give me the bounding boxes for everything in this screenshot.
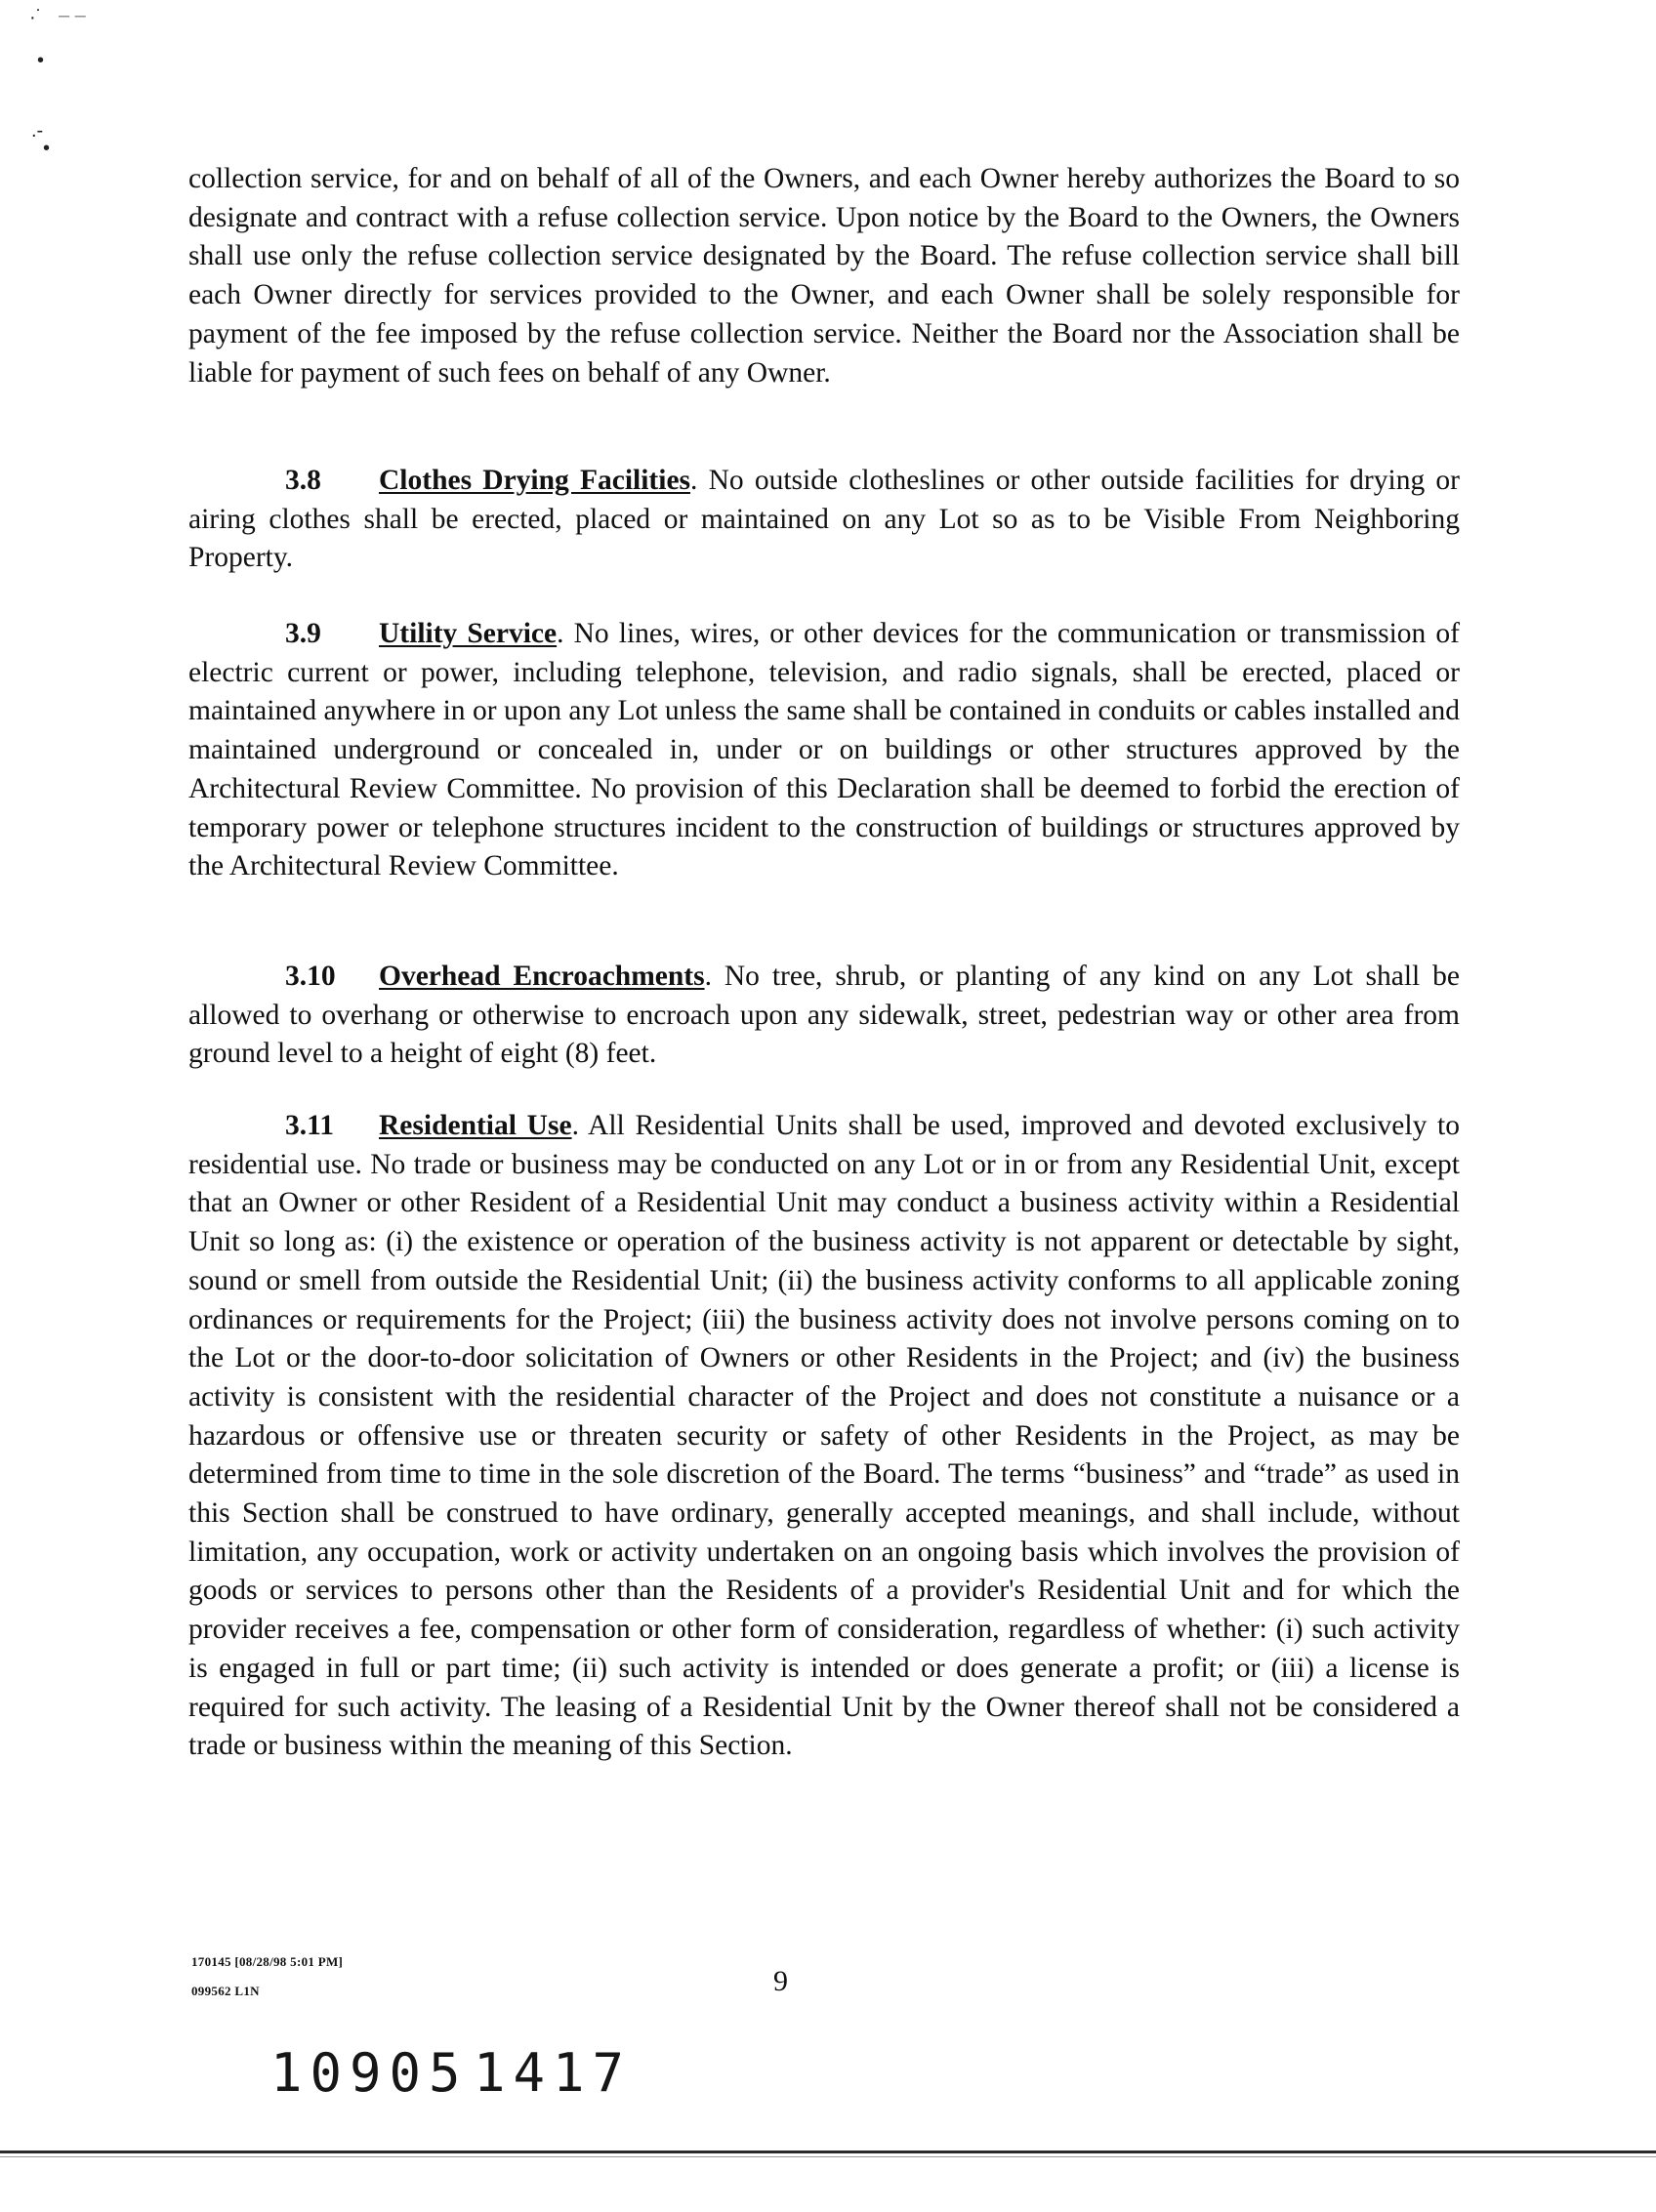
recording-page-number: 1417: [474, 2042, 633, 2104]
continuation-text: collection service, for and on behalf of all of the Owners, and each Owner hereby authorizes the Board to so designate and contract with a refuse collection service. Upon notice by the Board to the Owners, the Owners shall use only the refuse collection service designated by the Board. The refuse collection service shall bill each Owner directly for services provided to the Owner, and each Owner shall be solely responsible for payment of the fee imposed by the refuse collection service. Neither the Board nor the Association shall be liable for payment of such fees on behalf of any Owner.: [188, 163, 1460, 389]
doc-code-line1: 170145 [08/28/98 5:01 PM]: [191, 1954, 344, 1969]
section-number: 3.9: [285, 618, 321, 649]
scan-edge-line: [0, 2151, 1656, 2153]
paragraph-continuation: [188, 160, 1460, 392]
section-3-11: [188, 1107, 1460, 1766]
section-heading: Utility Service: [379, 618, 558, 649]
section-text: . All Residential Units shall be used, improved and devoted exclusively to residential use. No trade or business may be conducted on any Lot or in or from any Residential Unit, except that an Owner or other Resident of a Residential Unit may conduct a business activity within a Residential Unit so long as: (i) the existence or operation of the business activity is not apparent or detectable by sight, sound or smell from outside the Residential Unit; (ii) the business activity conforms to all applicable zoning ordinances or requirements for the Project; (iii) the business activity does not involve persons coming on to the Lot or the door-to-door solicitation of Owners or other Residents in the Project; and (iv) the business activity is consistent with the residential character of the Project and does not constitute a nuisance or a hazardous or offensive use or threaten security or safety of other Residents in the Project, as may be determined from time to time in the sole discretion of the Board. The terms “business” and “trade” as used in this Section shall be construed to have ordinary, generally accepted meanings, and shall include, without limitation, any occupation, work or activity undertaken on an ongoing basis which involves the provision of goods or services to persons other than the Residents of a provider's Residential Unit and for which the provider receives a fee, compensation or other form of consideration, regardless of whether: (i) such activity is engaged in full or part time; (ii) such activity is intended or does generate a profit; or (iii) a license is required for such activity. The leasing of a Residential Unit by the Owner thereof shall not be considered a trade or business within the meaning of this Section.: [188, 1110, 1460, 1762]
section-text: . No outside clotheslines or other outside facilities for drying or airing clothes shall be erected, placed or maintained on any Lot so as to be Visible From Neighboring Property.: [188, 465, 1460, 574]
scan-artifact: .-: [31, 120, 44, 142]
scan-artifact: •: [43, 138, 51, 159]
section-number: 3.8: [285, 465, 321, 496]
section-3-9: [188, 615, 1460, 886]
section-3-8: [188, 462, 1460, 578]
section-text: . No lines, wires, or other devices for the communication or transmission of electric current or power, including telephone, television, and radio signals, shall be erected, placed or maintained anywhere in or upon any Lot unless the same shall be contained in conduits or cables installed and maintained underground or concealed in, under or on buildings or other structures approved by the Architectural Review Committee. No provision of this Declaration shall be deemed to forbid the erection of temporary power or telephone structures incident to the construction of buildings or structures approved by the Architectural Review Committee.: [188, 618, 1460, 882]
scan-artifact: •: [37, 50, 45, 71]
section-text: . No tree, shrub, or planting of any kind on any Lot shall be allowed to overhang or otherwise to encroach upon any sidewalk, street, pedestrian way or other area from ground level to a height of eight (8) feet.: [188, 961, 1460, 1070]
doc-code-line2: 099562 L1N: [191, 1984, 260, 1998]
recording-book-number: 10905: [270, 2042, 469, 2104]
section-heading: Clothes Drying Facilities: [379, 465, 691, 496]
section-number: 3.11: [285, 1110, 334, 1141]
scan-artifact: ·˙: [29, 7, 43, 28]
scan-edge-line: [0, 2156, 1656, 2157]
page-number: 9: [773, 1965, 788, 1997]
scan-artifact: ‒ ‒: [59, 5, 86, 26]
section-number: 3.10: [285, 961, 336, 992]
section-3-10: [188, 958, 1460, 1074]
section-heading: Overhead Encroachments: [379, 961, 705, 992]
section-heading: Residential Use: [379, 1110, 572, 1141]
